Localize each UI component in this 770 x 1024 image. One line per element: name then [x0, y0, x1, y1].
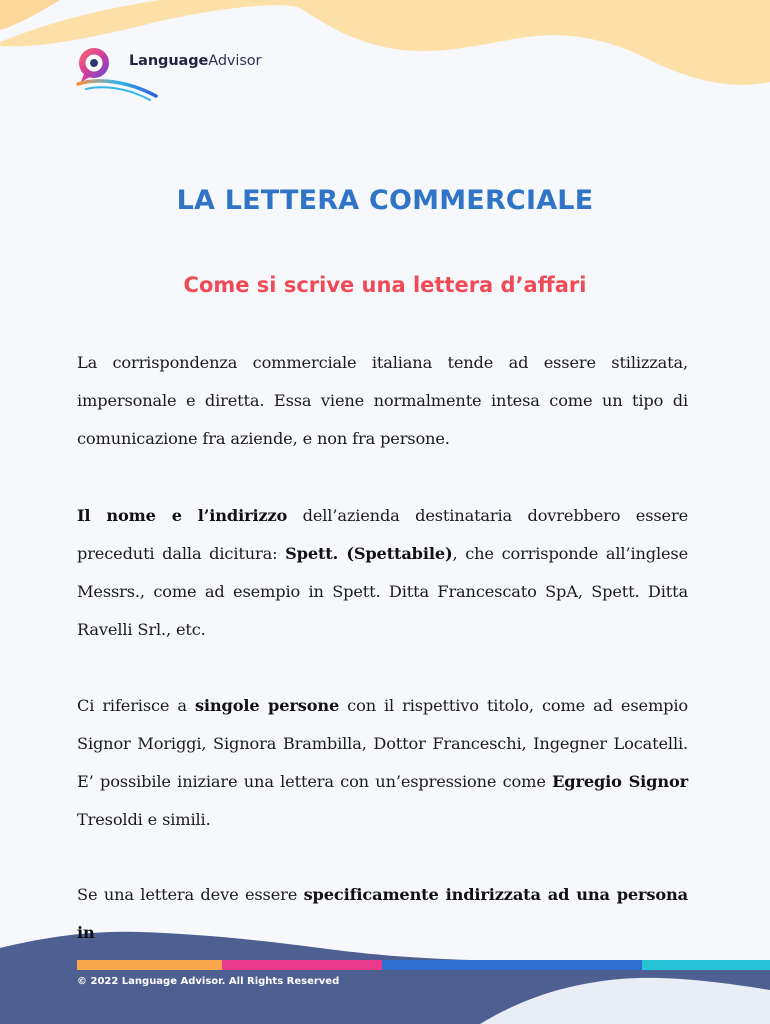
- text-run: Ci riferisce a: [77, 696, 195, 715]
- footer-color-bar: [77, 960, 770, 970]
- copyright-notice: © 2022 Language Advisor. All Rights Reserved: [77, 976, 340, 987]
- brand-name-bold: Language: [129, 53, 209, 69]
- document-subtitle: Come si scrive una lettera d’affari: [183, 273, 587, 297]
- bold-run: Il nome e l’indirizzo: [77, 506, 288, 525]
- text-run: con il rispettivo titolo, come ad esempio Signor Moriggi, Signora Brambilla, Dottor Franceschi, Ingegner Locatelli. E’ possibile iniziare una lettera con un’espressione come: [77, 696, 688, 791]
- text-run: Tresoldi e simili.: [77, 810, 211, 829]
- bold-run: specificamente indirizzata ad una persona in: [77, 885, 688, 942]
- bar-segment-pink: [222, 960, 382, 970]
- bar-segment-cyan: [642, 960, 770, 970]
- bold-run: Spett. (Spettabile): [285, 544, 453, 563]
- text-run: Se una lettera deve essere: [77, 885, 304, 904]
- magnifier-speech-icon: [76, 40, 158, 104]
- paragraph-3: [77, 687, 688, 839]
- document-title: LA LETTERA COMMERCIALE: [176, 185, 594, 216]
- paragraph-4: [77, 876, 688, 952]
- paragraph-2: [77, 497, 688, 649]
- bold-run: singole persone: [194, 696, 340, 715]
- bar-segment-blue: [382, 960, 642, 970]
- text-run: , che corrisponde all’inglese Messrs., come ad esempio in Spett. Ditta Francescato SpA, Spett. Ditta Ravelli Srl., etc.: [77, 544, 689, 639]
- bold-run: Egregio Signor: [552, 772, 688, 791]
- brand-name-regular: Advisor: [208, 53, 262, 69]
- bar-segment-orange: [77, 960, 222, 970]
- text-run: La corrispondenza commerciale italiana tende ad essere stilizzata, impersonale e diretta. Essa viene normalmente intesa come un tipo di comunicazione fra aziende, e non fra persone.: [77, 353, 688, 448]
- brand-name: [129, 53, 261, 69]
- brand-logo[interactable]: [76, 40, 316, 104]
- paragraph-1: [77, 344, 688, 458]
- text-run: dell’azienda destinataria dovrebbero essere preceduti dalla dicitura:: [77, 506, 688, 563]
